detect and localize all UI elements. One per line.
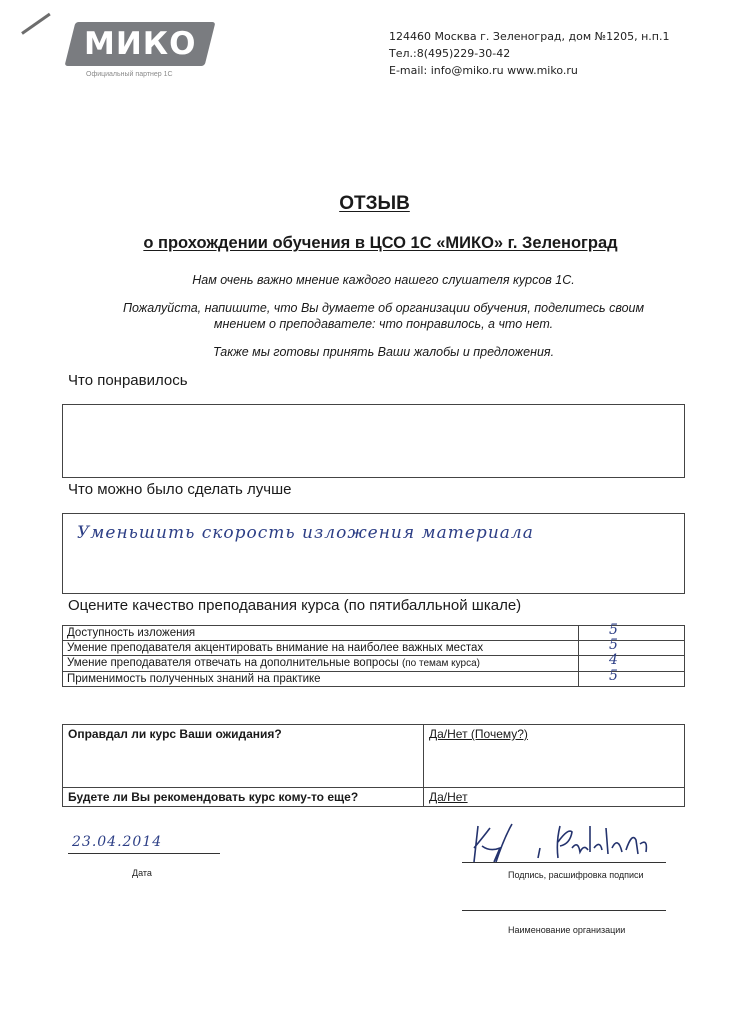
- rating-criterion-text: Применимость полученных знаний на практике: [67, 673, 321, 685]
- expectations-table: [62, 724, 685, 807]
- improve-label: Что можно было сделать лучше: [68, 481, 292, 498]
- rating-score: 5: [609, 637, 618, 653]
- rating-criterion: [63, 641, 579, 656]
- intro-line-2b: мнением о преподавателе: что понравилось, а что нет.: [213, 317, 554, 331]
- organization-caption: Наименование организации: [508, 925, 626, 935]
- recommend-row: [63, 788, 685, 807]
- logo-slash-mark: [21, 13, 51, 35]
- logo-text: МИКО: [84, 26, 197, 62]
- form-subtitle: [0, 234, 749, 253]
- rating-criterion-text: Умение преподавателя отвечать на дополнительные вопросы: [67, 657, 399, 669]
- form-subtitle-text: о прохождении обучения в ЦСО 1С «МИКО» г. Зеленоград: [143, 234, 618, 252]
- date-line: [68, 853, 220, 854]
- organization-line: [462, 910, 666, 911]
- intro-line-3: Также мы готовы принять Ваши жалобы и предложения.: [212, 345, 555, 359]
- rating-table: [62, 622, 685, 687]
- liked-answer-box[interactable]: [62, 404, 685, 478]
- company-contacts: [389, 28, 709, 79]
- rating-score-cell[interactable]: [579, 637, 685, 656]
- rating-criterion: [63, 672, 579, 687]
- rating-score-cell[interactable]: [579, 668, 685, 687]
- rating-criterion: [63, 656, 579, 672]
- rating-criterion-text: Умение преподавателя акцентировать внимание на наиболее важных местах: [67, 642, 484, 654]
- expectations-answer-cell[interactable]: [424, 725, 685, 788]
- rating-criterion-text: Доступность изложения: [67, 627, 196, 639]
- liked-label: Что понравилось: [68, 372, 188, 389]
- rating-row: [63, 672, 685, 687]
- rating-score-cell[interactable]: [579, 622, 685, 641]
- intro-line-2a: Пожалуйста, напишите, что Вы думаете об организации обучения, поделитесь своим: [122, 301, 645, 315]
- improve-answer-box[interactable]: [62, 513, 685, 594]
- rating-score: 4: [609, 652, 618, 668]
- liked-answer: [63, 405, 684, 421]
- rating-score: 5: [609, 622, 618, 638]
- rating-row: [63, 656, 685, 672]
- rating-criterion-note: (по темам курса): [401, 658, 480, 669]
- signature-caption: Подпись, расшифровка подписи: [508, 870, 644, 880]
- date-caption: Дата: [132, 868, 152, 878]
- form-title: [0, 193, 749, 215]
- date-value[interactable]: 23.04.2014: [72, 834, 163, 850]
- rating-criterion: [63, 626, 579, 641]
- expectations-question: Оправдал ли курс Ваши ожидания?: [63, 725, 424, 788]
- logo-subtitle: Официальный партнер 1С: [86, 71, 173, 78]
- signature-line: [462, 862, 666, 863]
- recommend-question: Будете ли Вы рекомендовать курс кому-то еще?: [63, 788, 424, 807]
- rating-row: [63, 641, 685, 656]
- rating-label: Оцените качество преподавания курса (по пятибалльной шкале): [68, 597, 522, 614]
- rating-score: 5: [609, 668, 618, 684]
- company-phone: Тел.:8(495)229-30-42: [389, 47, 511, 60]
- recommend-answer-label: Да/Нет: [429, 790, 468, 804]
- expectations-row: [63, 725, 685, 788]
- company-address: 124460 Москва г. Зеленоград, дом №1205, н.п.1: [389, 30, 670, 43]
- form-title-text: ОТЗЫВ: [339, 193, 410, 214]
- handwritten-signature: [460, 818, 670, 868]
- company-email: E-mail: info@miko.ru www.miko.ru: [389, 64, 578, 77]
- intro-line-1: Нам очень важно мнение каждого нашего слушателя курсов 1С.: [192, 273, 575, 287]
- improve-answer: Уменьшить скорость изложения материала: [77, 523, 534, 543]
- rating-row: [63, 626, 685, 641]
- rating-score-cell[interactable]: [579, 652, 685, 672]
- expectations-answer-label: Да/Нет (Почему?): [429, 727, 528, 741]
- company-logo: [22, 22, 212, 82]
- recommend-answer-cell[interactable]: [424, 788, 685, 807]
